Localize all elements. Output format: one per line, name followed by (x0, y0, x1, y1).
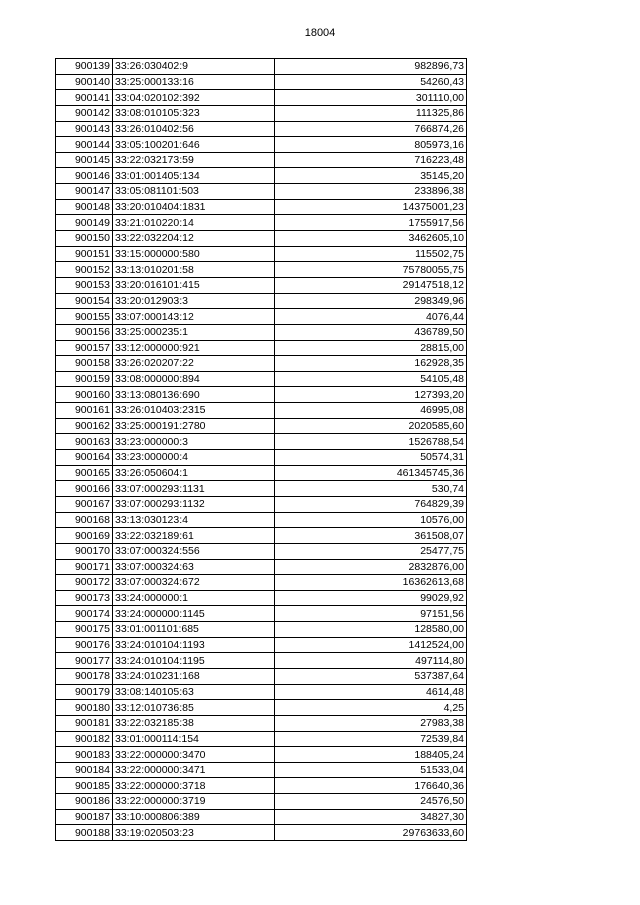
table-row (56, 262, 467, 278)
row-number-cell: 900165 (56, 465, 113, 481)
row-number-cell: 900145 (56, 152, 113, 168)
cadastral-number-cell: 33:08:010105:323 (113, 105, 275, 121)
table-row (56, 324, 467, 340)
table-row (56, 496, 467, 512)
cadastral-number-cell: 33:05:100201:646 (113, 137, 275, 153)
row-number-cell: 900181 (56, 715, 113, 731)
value-cell: 2832876,00 (275, 559, 467, 575)
value-cell: 4076,44 (275, 309, 467, 325)
table-row (56, 684, 467, 700)
value-cell: 716223,48 (275, 152, 467, 168)
value-cell: 176640,36 (275, 778, 467, 794)
value-cell: 298349,96 (275, 293, 467, 309)
row-number-cell: 900159 (56, 371, 113, 387)
row-number-cell: 900160 (56, 387, 113, 403)
cadastral-number-cell: 33:08:000000:894 (113, 371, 275, 387)
value-cell: 127393,20 (275, 387, 467, 403)
value-cell: 35145,20 (275, 168, 467, 184)
row-number-cell: 900186 (56, 794, 113, 810)
value-cell: 4,25 (275, 700, 467, 716)
cadastral-number-cell: 33:20:012903:3 (113, 293, 275, 309)
value-cell: 436789,50 (275, 324, 467, 340)
cadastral-number-cell: 33:15:000000:580 (113, 246, 275, 262)
row-number-cell: 900188 (56, 825, 113, 841)
table-row (56, 559, 467, 575)
table-row (56, 59, 467, 75)
table-row (56, 152, 467, 168)
row-number-cell: 900180 (56, 700, 113, 716)
value-cell: 72539,84 (275, 731, 467, 747)
row-number-cell: 900164 (56, 450, 113, 466)
table-row (56, 762, 467, 778)
value-cell: 162928,35 (275, 356, 467, 372)
page-number: 18004 (304, 27, 336, 39)
row-number-cell: 900185 (56, 778, 113, 794)
table-row (56, 637, 467, 653)
cadastral-number-cell: 33:24:010104:1195 (113, 653, 275, 669)
cadastral-number-cell: 33:26:010403:2315 (113, 403, 275, 419)
row-number-cell: 900163 (56, 434, 113, 450)
row-number-cell: 900167 (56, 496, 113, 512)
cadastral-number-cell: 33:22:000000:3718 (113, 778, 275, 794)
value-cell: 188405,24 (275, 747, 467, 763)
cadastral-number-cell: 33:07:000293:1131 (113, 481, 275, 497)
row-number-cell: 900150 (56, 231, 113, 247)
value-cell: 29763633,60 (275, 825, 467, 841)
value-cell: 361508,07 (275, 528, 467, 544)
table-row (56, 137, 467, 153)
cadastral-number-cell: 33:26:020207:22 (113, 356, 275, 372)
cadastral-number-cell: 33:08:140105:63 (113, 684, 275, 700)
cadastral-number-cell: 33:07:000324:63 (113, 559, 275, 575)
table-row (56, 512, 467, 528)
table-row (56, 606, 467, 622)
row-number-cell: 900152 (56, 262, 113, 278)
cadastral-number-cell: 33:22:032185:38 (113, 715, 275, 731)
value-cell: 3462605,10 (275, 231, 467, 247)
table-row (56, 199, 467, 215)
cadastral-number-cell: 33:25:000235:1 (113, 324, 275, 340)
table-row (56, 590, 467, 606)
value-cell: 46995,08 (275, 403, 467, 419)
value-cell: 128580,00 (275, 622, 467, 638)
cadastral-number-cell: 33:25:000191:2780 (113, 418, 275, 434)
cadastral-number-cell: 33:24:010231:168 (113, 668, 275, 684)
value-cell: 50574,31 (275, 450, 467, 466)
row-number-cell: 900144 (56, 137, 113, 153)
table-row (56, 700, 467, 716)
row-number-cell: 900153 (56, 277, 113, 293)
table-row (56, 105, 467, 121)
value-cell: 51533,04 (275, 762, 467, 778)
row-number-cell: 900151 (56, 246, 113, 262)
table-row (56, 809, 467, 825)
table-row (56, 387, 467, 403)
cadastral-number-cell: 33:24:000000:1 (113, 590, 275, 606)
table-row (56, 825, 467, 841)
row-number-cell: 900176 (56, 637, 113, 653)
value-cell: 530,74 (275, 481, 467, 497)
table-row (56, 715, 467, 731)
table-row (56, 293, 467, 309)
table-row (56, 575, 467, 591)
value-cell: 1412524,00 (275, 637, 467, 653)
table-row (56, 450, 467, 466)
cadastral-number-cell: 33:21:010220:14 (113, 215, 275, 231)
cadastral-number-cell: 33:01:001101:685 (113, 622, 275, 638)
table-row (56, 309, 467, 325)
value-cell: 537387,64 (275, 668, 467, 684)
table-row (56, 246, 467, 262)
value-cell: 497114,80 (275, 653, 467, 669)
row-number-cell: 900156 (56, 324, 113, 340)
row-number-cell: 900168 (56, 512, 113, 528)
cadastral-number-cell: 33:20:010404:1831 (113, 199, 275, 215)
cadastral-number-cell: 33:22:032189:61 (113, 528, 275, 544)
row-number-cell: 900170 (56, 543, 113, 559)
row-number-cell: 900174 (56, 606, 113, 622)
table-row (56, 403, 467, 419)
value-cell: 29147518,12 (275, 277, 467, 293)
table-row (56, 653, 467, 669)
value-cell: 2020585,60 (275, 418, 467, 434)
table-row (56, 168, 467, 184)
value-cell: 111325,86 (275, 105, 467, 121)
table-row (56, 481, 467, 497)
cadastral-number-cell: 33:22:032204:12 (113, 231, 275, 247)
value-cell: 766874,26 (275, 121, 467, 137)
cadastral-number-cell: 33:22:000000:3471 (113, 762, 275, 778)
table-row (56, 543, 467, 559)
table-row (56, 668, 467, 684)
value-cell: 115502,75 (275, 246, 467, 262)
row-number-cell: 900171 (56, 559, 113, 575)
cadastral-number-cell: 33:05:081101:503 (113, 184, 275, 200)
cadastral-number-cell: 33:24:000000:1145 (113, 606, 275, 622)
value-cell: 1755917,56 (275, 215, 467, 231)
row-number-cell: 900143 (56, 121, 113, 137)
row-number-cell: 900149 (56, 215, 113, 231)
table-row (56, 622, 467, 638)
table-row (56, 465, 467, 481)
row-number-cell: 900141 (56, 90, 113, 106)
registry-table-body (56, 59, 467, 841)
value-cell: 97151,56 (275, 606, 467, 622)
value-cell: 99029,92 (275, 590, 467, 606)
value-cell: 461345745,36 (275, 465, 467, 481)
row-number-cell: 900177 (56, 653, 113, 669)
cadastral-number-cell: 33:22:032173:59 (113, 152, 275, 168)
row-number-cell: 900184 (56, 762, 113, 778)
cadastral-number-cell: 33:24:010104:1193 (113, 637, 275, 653)
cadastral-number-cell: 33:13:010201:58 (113, 262, 275, 278)
row-number-cell: 900182 (56, 731, 113, 747)
value-cell: 301110,00 (275, 90, 467, 106)
row-number-cell: 900187 (56, 809, 113, 825)
row-number-cell: 900173 (56, 590, 113, 606)
cadastral-number-cell: 33:13:080136:690 (113, 387, 275, 403)
value-cell: 75780055,75 (275, 262, 467, 278)
value-cell: 24576,50 (275, 794, 467, 810)
value-cell: 54260,43 (275, 74, 467, 90)
value-cell: 1526788,54 (275, 434, 467, 450)
cadastral-number-cell: 33:07:000143:12 (113, 309, 275, 325)
table-row (56, 215, 467, 231)
cadastral-number-cell: 33:23:000000:4 (113, 450, 275, 466)
cadastral-number-cell: 33:26:050604:1 (113, 465, 275, 481)
cadastral-number-cell: 33:13:030123:4 (113, 512, 275, 528)
table-row (56, 778, 467, 794)
table-row (56, 340, 467, 356)
cadastral-number-cell: 33:20:016101:415 (113, 277, 275, 293)
table-row (56, 74, 467, 90)
value-cell: 233896,38 (275, 184, 467, 200)
table-row (56, 356, 467, 372)
value-cell: 34827,30 (275, 809, 467, 825)
row-number-cell: 900158 (56, 356, 113, 372)
value-cell: 27983,38 (275, 715, 467, 731)
table-row (56, 90, 467, 106)
row-number-cell: 900139 (56, 59, 113, 75)
cadastral-number-cell: 33:04:020102:392 (113, 90, 275, 106)
row-number-cell: 900157 (56, 340, 113, 356)
cadastral-number-cell: 33:07:000324:672 (113, 575, 275, 591)
row-number-cell: 900148 (56, 199, 113, 215)
value-cell: 16362613,68 (275, 575, 467, 591)
table-row (56, 731, 467, 747)
cadastral-number-cell: 33:01:001405:134 (113, 168, 275, 184)
cadastral-number-cell: 33:26:030402:9 (113, 59, 275, 75)
cadastral-number-cell: 33:07:000324:556 (113, 543, 275, 559)
table-row (56, 277, 467, 293)
row-number-cell: 900146 (56, 168, 113, 184)
value-cell: 805973,16 (275, 137, 467, 153)
table-row (56, 371, 467, 387)
row-number-cell: 900162 (56, 418, 113, 434)
cadastral-number-cell: 33:22:000000:3470 (113, 747, 275, 763)
table-row (56, 434, 467, 450)
table-row (56, 528, 467, 544)
row-number-cell: 900175 (56, 622, 113, 638)
value-cell: 25477,75 (275, 543, 467, 559)
value-cell: 4614,48 (275, 684, 467, 700)
cadastral-number-cell: 33:25:000133:16 (113, 74, 275, 90)
value-cell: 54105,48 (275, 371, 467, 387)
row-number-cell: 900169 (56, 528, 113, 544)
cadastral-number-cell: 33:12:010736:85 (113, 700, 275, 716)
row-number-cell: 900154 (56, 293, 113, 309)
row-number-cell: 900183 (56, 747, 113, 763)
cadastral-number-cell: 33:26:010402:56 (113, 121, 275, 137)
row-number-cell: 900178 (56, 668, 113, 684)
registry-table (55, 58, 467, 841)
cadastral-number-cell: 33:23:000000:3 (113, 434, 275, 450)
cadastral-number-cell: 33:12:000000:921 (113, 340, 275, 356)
cadastral-number-cell: 33:01:000114:154 (113, 731, 275, 747)
table-row (56, 418, 467, 434)
table-row (56, 747, 467, 763)
table-row (56, 231, 467, 247)
row-number-cell: 900140 (56, 74, 113, 90)
table-row (56, 121, 467, 137)
row-number-cell: 900147 (56, 184, 113, 200)
value-cell: 14375001,23 (275, 199, 467, 215)
value-cell: 982896,73 (275, 59, 467, 75)
row-number-cell: 900161 (56, 403, 113, 419)
row-number-cell: 900155 (56, 309, 113, 325)
value-cell: 764829,39 (275, 496, 467, 512)
row-number-cell: 900179 (56, 684, 113, 700)
value-cell: 28815,00 (275, 340, 467, 356)
table-row (56, 184, 467, 200)
cadastral-number-cell: 33:10:000806:389 (113, 809, 275, 825)
cadastral-number-cell: 33:22:000000:3719 (113, 794, 275, 810)
table-row (56, 794, 467, 810)
value-cell: 10576,00 (275, 512, 467, 528)
cadastral-number-cell: 33:19:020503:23 (113, 825, 275, 841)
row-number-cell: 900172 (56, 575, 113, 591)
cadastral-number-cell: 33:07:000293:1132 (113, 496, 275, 512)
row-number-cell: 900166 (56, 481, 113, 497)
row-number-cell: 900142 (56, 105, 113, 121)
